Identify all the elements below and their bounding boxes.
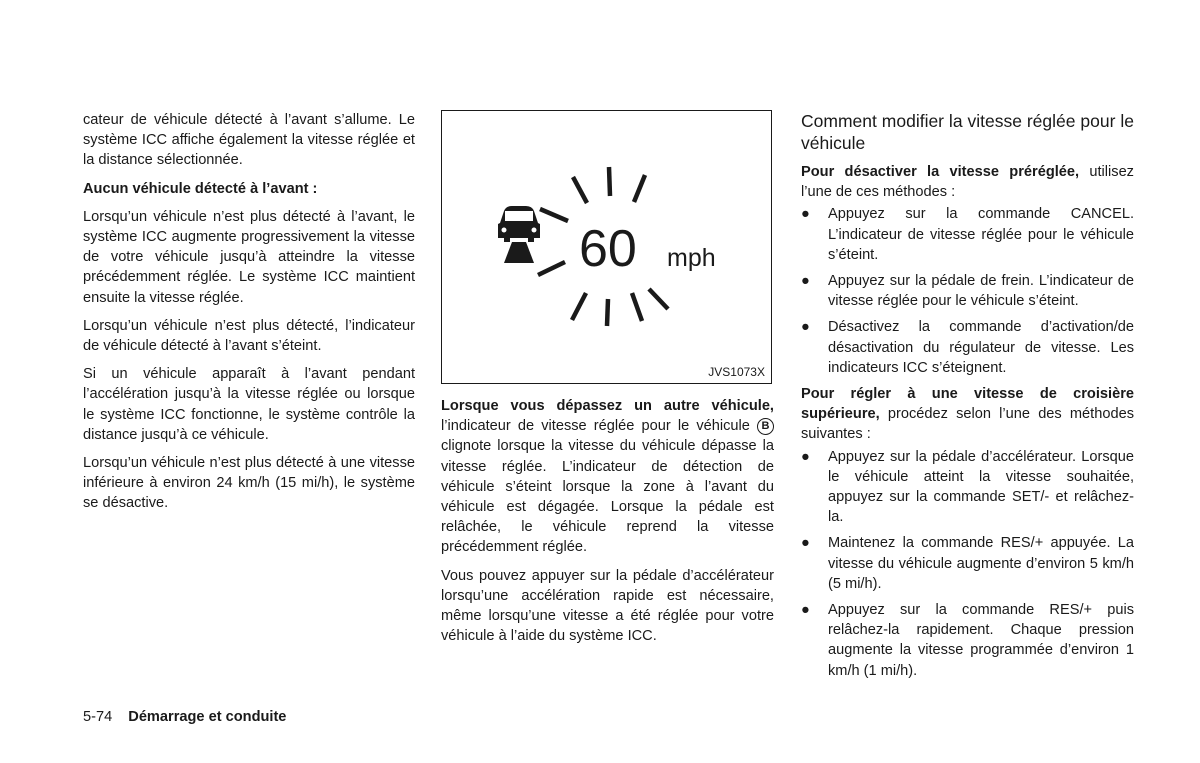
speed-unit: mph <box>667 244 716 272</box>
bullet-icon: ● <box>801 206 810 223</box>
list-item-text: Appuyez sur la pédale de frein. L’indicateur de vitesse réglée pour le véhicule s’éteint. <box>828 273 1134 310</box>
bullet-icon: ● <box>801 602 810 619</box>
paragraph: Lorsqu’un véhicule n’est plus détecté à l’avant, le système ICC augmente progressivement la vitesse de votre véhicule jusqu’à atteindre la vitesse précédemment réglée. Le système ICC maintient ensuite la vitesse réglée. <box>83 208 415 306</box>
cancel-intro <box>801 162 1134 202</box>
page-number: 5-74 <box>83 709 113 725</box>
page-footer <box>83 709 286 725</box>
bullet-icon: ● <box>801 535 810 552</box>
list-item-text: Appuyez sur la commande RES/+ puis relâchez-la rapidement. Chaque pression augmente la vitesse programmée d’environ 1 km/h (1 mi/h). <box>828 602 1134 679</box>
marker-b: B <box>757 418 774 435</box>
higher-intro <box>801 384 1134 445</box>
set-speed-value: 60 <box>579 220 637 278</box>
list-item <box>801 533 1134 594</box>
overtaking-text-2: clignote lorsque la vitesse du véhicule dépasse la vitesse réglée. L’indicateur de détection de véhicule s’éteint lorsque la zone à l’avant du véhicule est dégagée. Lorsque la pédale est relâchée, le véhicule reprend la vitesse précédemment réglée. <box>441 438 774 556</box>
list-item-text: Désactivez la commande d’activation/de désactivation du régulateur de vitesse. Les indicateurs ICC s’éteignent. <box>828 319 1134 376</box>
cancel-rest: utilisez l’une de ces méthodes : <box>801 164 1134 201</box>
figure-code: JVS1073X <box>708 365 765 379</box>
list-item <box>801 600 1134 681</box>
column-2 <box>441 396 774 654</box>
list-item-text: Appuyez sur la commande CANCEL. L’indicateur de vitesse réglée pour le véhicule s’éteint. <box>828 206 1134 263</box>
cancel-list <box>801 204 1134 378</box>
bullet-icon: ● <box>801 448 810 465</box>
list-item <box>801 317 1134 378</box>
list-item <box>801 271 1134 311</box>
vehicle-detected-icon <box>498 206 540 263</box>
section-name: Démarrage et conduite <box>128 709 287 725</box>
higher-lead: Pour régler à une vitesse de croisière supérieure, <box>801 386 1134 423</box>
section-title: Comment modifier la vitesse réglée pour le véhicule <box>801 111 1134 153</box>
paragraph: Si un véhicule apparaît à l’avant pendant l’accélération jusqu’à la vitesse réglée ou lorsque le système ICC fonctionne, le système contrôle la distance jusqu’à ce véhicule. <box>83 366 415 443</box>
bullet-icon: ● <box>801 273 810 290</box>
bullet-icon: ● <box>801 319 810 336</box>
list-item-text: Maintenez la commande RES/+ appuyée. La vitesse du véhicule augmente d’environ 5 km/h (5 mi/h). <box>828 535 1134 592</box>
cancel-lead: Pour désactiver la vitesse préréglée, <box>801 164 1080 180</box>
overtaking-lead: Lorsque vous dépassez un autre véhicule, <box>441 398 774 414</box>
paragraph: Vous pouvez appuyer sur la pédale d’accélérateur lorsqu’une accélération rapide est nécessaire, même lorsqu’une vitesse a été réglée pour votre véhicule à l’aide du système ICC. <box>441 567 774 645</box>
overtaking-text-1: l’indicateur de vitesse réglée pour le véhicule <box>441 418 750 435</box>
higher-list <box>801 447 1134 681</box>
paragraph-overtaking <box>441 396 774 558</box>
flashing-speed-illustration <box>442 111 773 385</box>
column-3 <box>801 110 1134 687</box>
list-item-text: Appuyez sur la pédale d’accélérateur. Lorsque le véhicule atteint la vitesse souhaitée, appuyez sur la commande SET/- et relâchez-la. <box>828 448 1134 526</box>
paragraph: Lorsqu’un véhicule n’est plus détecté, l’indicateur de véhicule détecté à l’avant s’éteint. <box>83 317 415 355</box>
higher-rest: procédez selon l’une des méthodes suivantes : <box>801 406 1134 443</box>
column-1 <box>83 110 415 522</box>
list-item <box>801 204 1134 265</box>
icc-display-figure <box>441 110 772 384</box>
subheading-no-vehicle: Aucun véhicule détecté à l’avant : <box>83 180 318 197</box>
paragraph: Lorsqu’un véhicule n’est plus détecté à une vitesse inférieure à environ 24 km/h (15 mi/h), le système se désactive. <box>83 455 415 512</box>
paragraph: cateur de véhicule détecté à l’avant s’allume. Le système ICC affiche également la vitesse réglée et la distance sélectionnée. <box>83 112 415 169</box>
list-item <box>801 447 1134 528</box>
